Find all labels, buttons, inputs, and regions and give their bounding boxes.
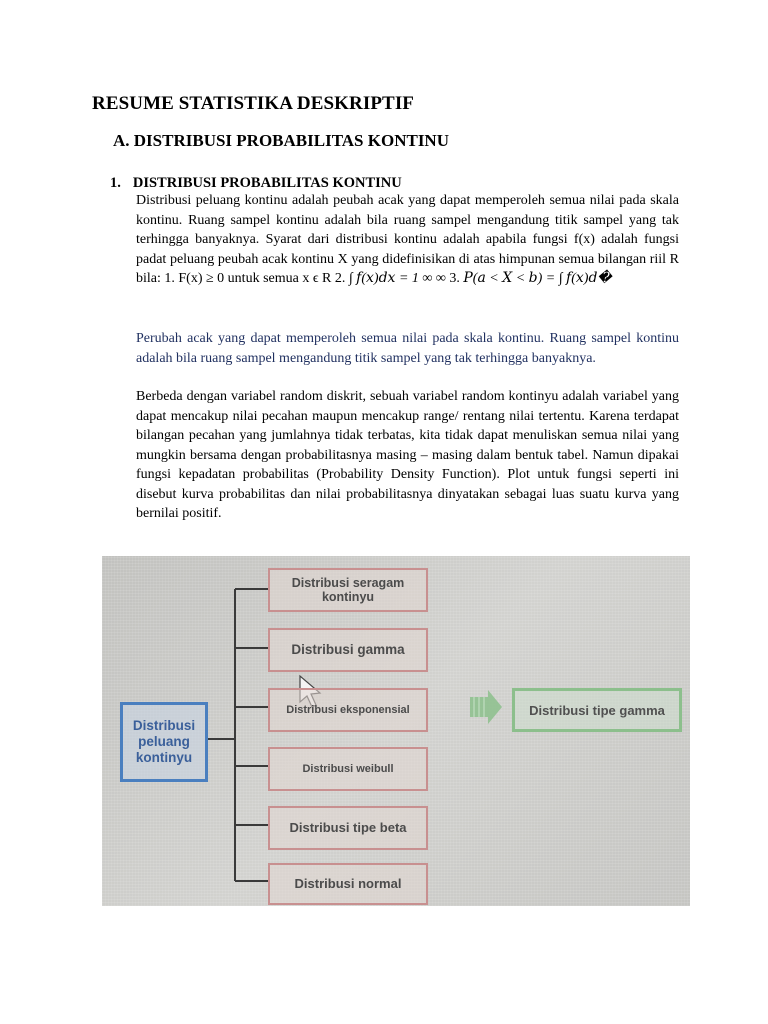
root-distribution-box: Distribusi peluang kontinyu <box>120 702 208 782</box>
right-arrow-icon <box>470 690 502 724</box>
probability-formula: 𝑃(𝑎 < 𝑋 < 𝑏) = ∫ 𝑓(𝑥)𝑑� <box>463 271 612 286</box>
paragraph-definition-mid: 3. <box>445 271 464 286</box>
subsection-number: 1. <box>110 175 121 191</box>
distribution-box-weibull: Distribusi weibull <box>268 747 428 791</box>
paragraph-definition-text: Distribusi peluang kontinu adalah peubah acak yang dapat memperoleh semua nilai pada skala kontinu. Ruang sampel kontinu adalah bila ruang sampel mengandung titik sampel yang tak terhingga banyaknya. Syarat dari distribusi kontinu adalah apabila fungsi f(x) adalah fungsi padat peluang peubah acak kontinu X yang didefinisikan di atas himpunan semua bilangan riil R bila: 1. F(x) ≥ 0 untuk semua x ϵ R 2. <box>136 193 679 286</box>
section-a-heading: A. DISTRIBUSI PROBABILITAS KONTINU <box>113 131 449 150</box>
distribution-box-gamma: Distribusi gamma <box>268 628 428 672</box>
subsection-title: DISTRIBUSI PROBABILITAS KONTINU <box>132 175 402 191</box>
distribution-diagram <box>102 556 690 906</box>
paragraph-summary: Perubah acak yang dapat memperoleh semua nilai pada skala kontinu. Ruang sampel kontinu adalah bila ruang sampel mengandung titik sampel yang tak terhingga banyaknya. <box>136 331 679 366</box>
subsection-heading <box>110 175 402 192</box>
document-title: RESUME STATISTIKA DESKRIPTIF <box>92 93 415 114</box>
distribution-box-exponential: Distribusi eksponensial <box>268 688 428 732</box>
distribution-box-beta: Distribusi tipe beta <box>268 806 428 850</box>
result-distribution-box: Distribusi tipe gamma <box>512 688 682 732</box>
paragraph-explanation: Berbeda dengan variabel random diskrit, sebuah variabel random kontinyu adalah variabel yang dapat mencakup nilai pecahan maupun mencakup range/ rentang nilai tertentu. Karena terdapat bilangan pecahan yang jumlahnya tidak terbatas, kita tidak dapat menuliskan semua nilai yang mungkin bersama dengan probabilitasnya masing – masing dalam bentuk tabel. Namun dipakai fungsi kepadatan probabilitas (Probability Density Function). Plot untuk fungsi seperti ini disebut kurva probabilitas dan nilai probabilitasnya dinyatakan sebagai luas suatu kurva yang bernilai positif. <box>136 389 679 521</box>
paragraph-definition <box>136 191 679 289</box>
distribution-box-uniform: Distribusi seragam kontinyu <box>268 568 428 612</box>
integral-formula: ∫ 𝑓(𝑥)𝑑𝑥 = 1 ∞ ∞ <box>348 271 446 286</box>
distribution-box-normal: Distribusi normal <box>268 863 428 905</box>
